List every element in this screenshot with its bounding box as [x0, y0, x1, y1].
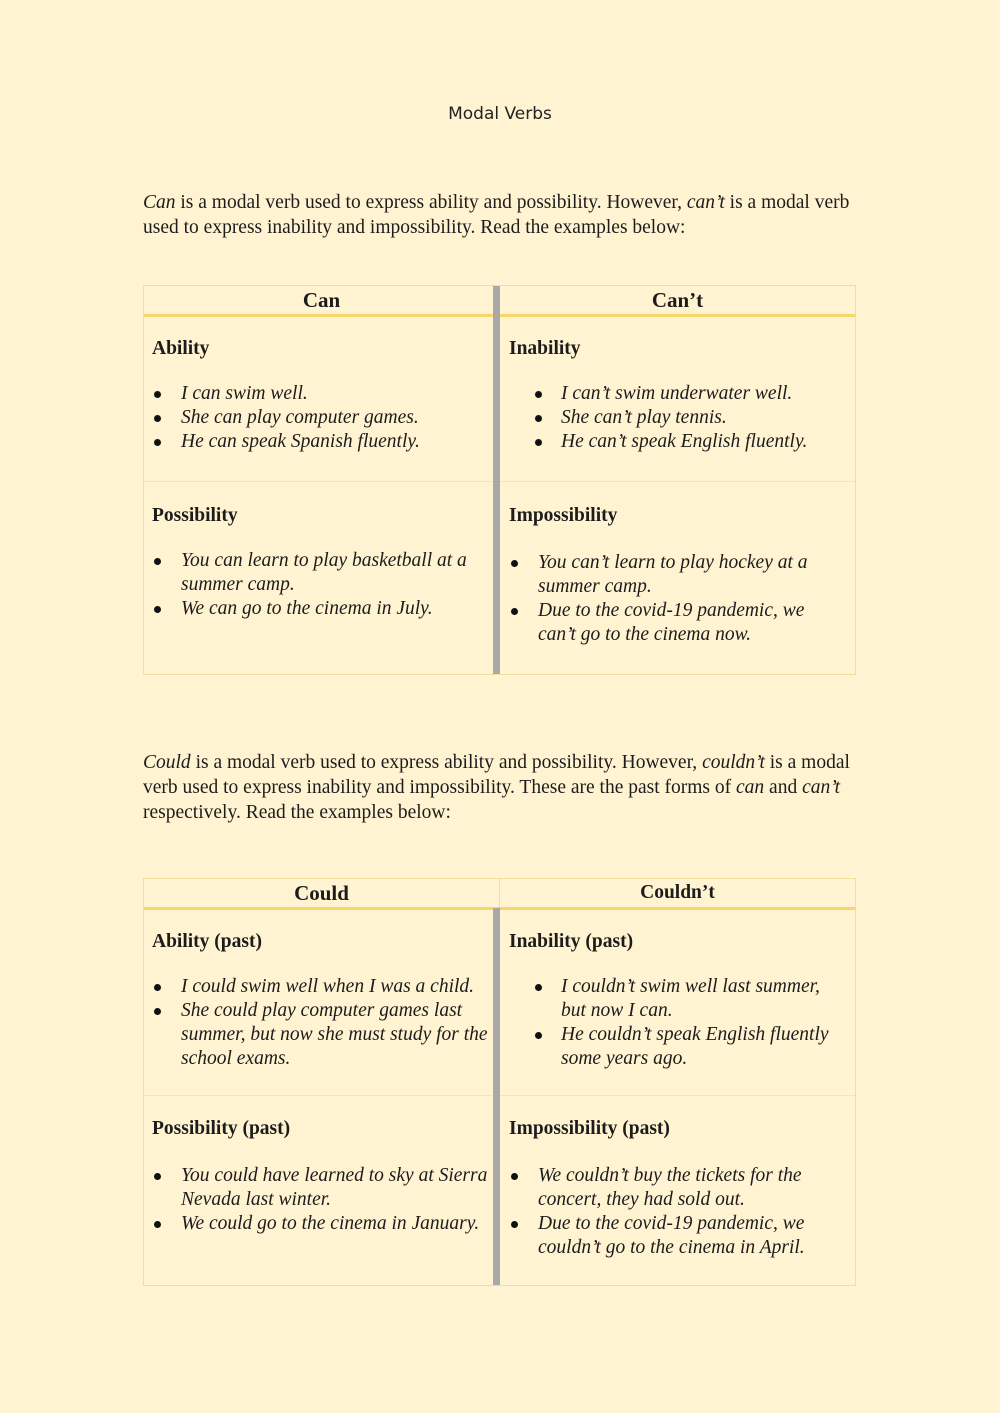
- cell-heading: Impossibility (past): [509, 1118, 670, 1139]
- list-item: He couldn’t speak English fluently some years ago.: [509, 1023, 847, 1071]
- list-item: I can swim well.: [152, 382, 488, 406]
- list-item: Due to the covid-19 pandemic, we can’t go to the cinema now.: [509, 599, 847, 647]
- intro-text: is a modal verb used to express inability and impossibility. Read the examples below:: [143, 192, 850, 238]
- cell-heading: Possibility: [152, 505, 238, 526]
- example-list: [152, 1164, 488, 1236]
- possibility-cell: [144, 482, 496, 674]
- list-item: You can learn to play basketball at a summer camp.: [152, 549, 488, 597]
- header-couldnt: Couldn’t: [499, 879, 855, 907]
- list-item: She can play computer games.: [152, 406, 488, 430]
- example-list: [509, 551, 847, 647]
- term-couldnt: couldn’t: [702, 752, 765, 773]
- intro-text: and: [764, 777, 803, 798]
- table-row: [144, 317, 855, 482]
- cell-heading: Impossibility: [509, 505, 618, 526]
- intro-text: is a modal verb used to express ability and possibility. However,: [175, 192, 687, 213]
- ability-past-cell: [144, 910, 496, 1095]
- possibility-past-cell: [144, 1096, 496, 1284]
- can-cant-table: [143, 285, 856, 675]
- cell-heading: Ability: [152, 338, 210, 359]
- list-item: We could go to the cinema in January.: [152, 1212, 488, 1236]
- list-item: Due to the covid-19 pandemic, we couldn’t go to the cinema in April.: [509, 1212, 847, 1260]
- term-can: can: [736, 777, 765, 798]
- header-can: Can: [302, 288, 341, 312]
- cell-heading: Inability: [509, 338, 581, 359]
- ability-cell: [144, 317, 496, 481]
- example-list: [509, 975, 847, 1071]
- list-item: We couldn’t buy the tickets for the concert, they had sold out.: [509, 1164, 847, 1212]
- header-could: Could: [294, 881, 349, 905]
- list-item: I couldn’t swim well last summer, but now I can.: [509, 975, 847, 1023]
- table-row: [144, 482, 855, 674]
- list-item: We can go to the cinema in July.: [152, 597, 488, 621]
- impossibility-cell: [496, 482, 855, 674]
- intro-paragraph-could: [143, 750, 858, 825]
- intro-paragraph-can: [143, 190, 858, 240]
- intro-text: is a modal verb used to express ability and possibility. However,: [190, 752, 703, 773]
- term-cant: can’t: [802, 777, 840, 798]
- example-list: [152, 975, 488, 1071]
- cell-heading: Ability (past): [152, 931, 262, 952]
- list-item: You could have learned to sky at Sierra Nevada last winter.: [152, 1164, 488, 1212]
- example-list: [509, 382, 847, 454]
- impossibility-past-cell: [496, 1096, 855, 1284]
- list-item: I could swim well when I was a child.: [152, 975, 488, 999]
- table-row: [144, 910, 855, 1096]
- example-list: [152, 549, 488, 621]
- inability-cell: [496, 317, 855, 481]
- list-item: I can’t swim underwater well.: [509, 382, 847, 406]
- term-could: Could: [143, 752, 191, 773]
- list-item: She could play computer games last summer, but now she must study for the school exams.: [152, 999, 488, 1071]
- example-list: [509, 1164, 847, 1260]
- list-item: He can’t speak English fluently.: [509, 430, 847, 454]
- term-can: Can: [143, 192, 176, 213]
- intro-text: respectively. Read the examples below:: [143, 802, 451, 823]
- cell-heading: Inability (past): [509, 931, 634, 952]
- could-couldnt-table: [143, 878, 856, 1286]
- cell-heading: Possibility (past): [152, 1118, 291, 1139]
- inability-past-cell: [496, 910, 855, 1095]
- table-header: [144, 879, 855, 910]
- list-item: She can’t play tennis.: [509, 406, 847, 430]
- intro-text: is a modal verb used to express inability and impossibility. These are the past forms of: [143, 752, 850, 798]
- table-row: [144, 1096, 855, 1284]
- list-item: You can’t learn to play hockey at a summer camp.: [509, 551, 847, 599]
- page-title: Modal Verbs: [448, 104, 552, 124]
- list-item: He can speak Spanish fluently.: [152, 430, 488, 454]
- term-cant: can’t: [686, 192, 725, 213]
- example-list: [152, 382, 488, 454]
- header-cant: Can’t: [499, 286, 855, 314]
